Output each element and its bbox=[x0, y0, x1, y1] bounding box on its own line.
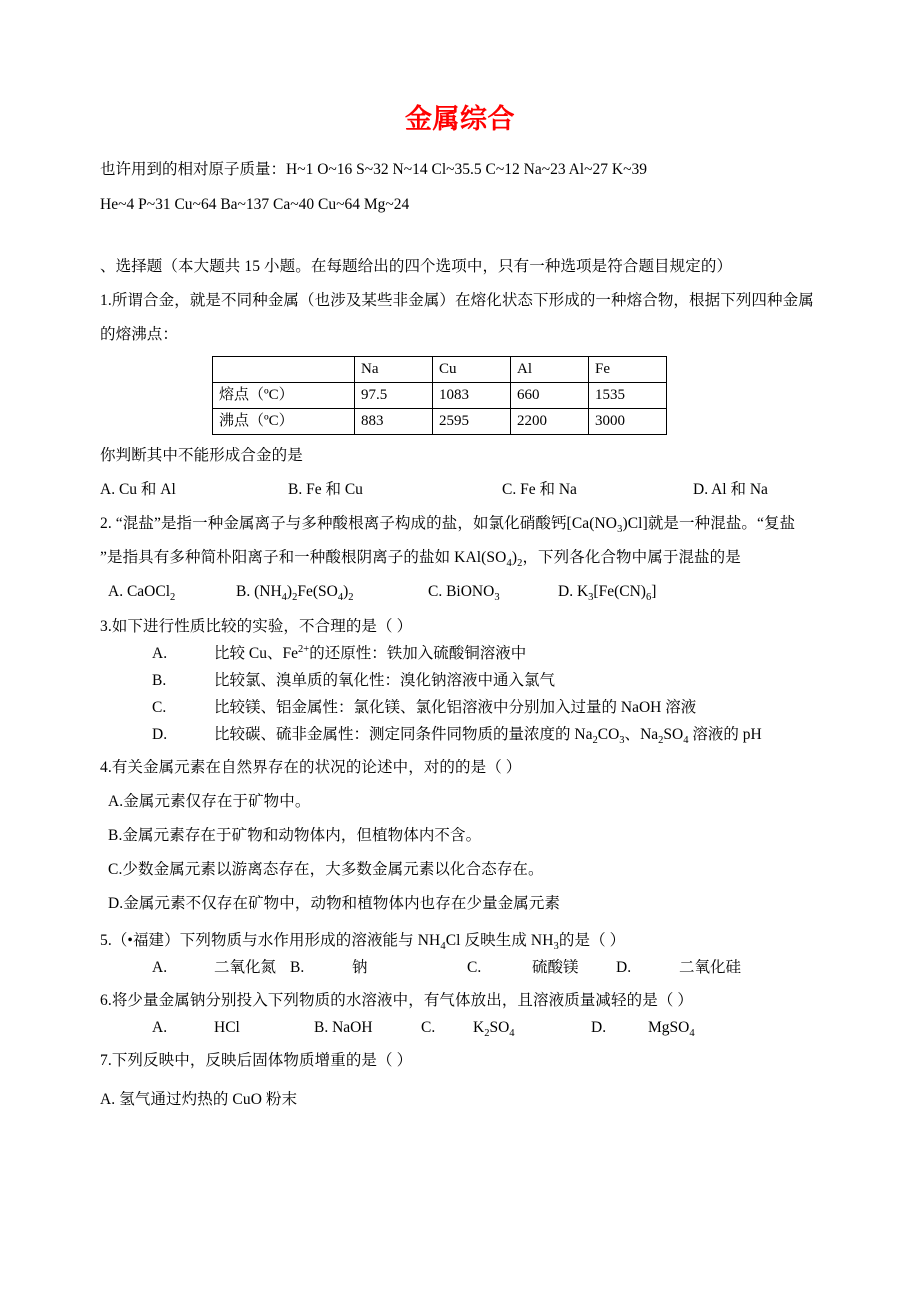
melting-point-na: 97.5 bbox=[355, 383, 433, 409]
question-5-option-d-label[interactable]: D. bbox=[616, 959, 632, 977]
question-6-option-d-label[interactable]: D. bbox=[591, 1019, 607, 1037]
question-4-option-b[interactable]: B.金属元素存在于矿物和动物体内，但植物体内不含。 bbox=[108, 827, 482, 845]
question-4-option-c[interactable]: C.少数金属元素以游离态存在，大多数金属元素以化合态存在。 bbox=[108, 861, 544, 879]
question-6-options bbox=[100, 1014, 820, 1041]
atomic-masses-values-1: H~1 O~16 S~32 N~14 Cl~35.5 C~12 Na~23 Al~27 K~39 bbox=[286, 161, 647, 179]
boiling-point-al: 2200 bbox=[511, 409, 589, 435]
question-4-stem: 4.有关金属元素在自然界存在的状况的论述中，对的的是（ ） bbox=[100, 759, 522, 777]
question-3-option-b[interactable] bbox=[100, 667, 820, 694]
question-3-option-b-label: B. bbox=[152, 672, 167, 690]
question-2-stem-part3: ) bbox=[511, 549, 518, 567]
question-3-option-c[interactable] bbox=[100, 694, 820, 721]
question-2-option-b[interactable]: B. $(NH_4)_2Fe(SO_4)_2$ bbox=[236, 583, 354, 604]
table-header-na: Na bbox=[355, 357, 433, 383]
question-2-sub-1: 3 bbox=[617, 524, 623, 536]
question-6-option-a-text[interactable]: HCl bbox=[214, 1019, 240, 1037]
question-2-stem-part4: ，下列各化合物中属于混盐的是 bbox=[522, 549, 741, 567]
question-2-sub-2: 4 bbox=[506, 558, 512, 570]
table-row bbox=[213, 409, 667, 435]
atomic-masses-line-2: He~4 P~31 Cu~64 Ba~137 Ca~40 Cu~64 Mg~24 bbox=[100, 196, 410, 214]
melting-point-al: 660 bbox=[511, 383, 589, 409]
table-cell-corner bbox=[213, 357, 355, 383]
page-title: 金属综合 bbox=[405, 104, 515, 135]
question-3-stem: 3.如下进行性质比较的实验，不合理的是（ ） bbox=[100, 618, 413, 636]
question-6-stem: 6.将少量金属钠分别投入下列物质的水溶液中，有气体放出，且溶液质量减轻的是（ ） bbox=[100, 992, 694, 1010]
question-5-stem-pre: 5.（•福建）下列物质与水作用形成的溶液能与 NH bbox=[100, 932, 441, 950]
boiling-point-na: 883 bbox=[355, 409, 433, 435]
boiling-point-cu: 2595 bbox=[433, 409, 511, 435]
question-1-option-c[interactable]: C. Fe 和 Na bbox=[502, 481, 577, 499]
table-header-fe: Fe bbox=[589, 357, 667, 383]
question-5-option-a-label[interactable]: A. bbox=[152, 959, 168, 977]
question-2-option-d[interactable]: D. $K_3[Fe(CN)_6]$ bbox=[558, 583, 657, 604]
melting-point-cu: 1083 bbox=[433, 383, 511, 409]
atomic-masses-intro: 也许用到的相对原子质量： bbox=[100, 161, 287, 179]
question-2-stem-part1: 2. “混盐”是指一种金属离子与多种酸根离子构成的盐，如氯化硝酸钙[Ca(NO bbox=[100, 515, 618, 533]
question-1-option-b[interactable]: B. Fe 和 Cu bbox=[288, 481, 363, 499]
question-5-option-b-label[interactable]: B. bbox=[290, 959, 305, 977]
question-4-option-a[interactable]: A.金属元素仅存在于矿物中。 bbox=[108, 793, 311, 811]
question-3-option-d[interactable] bbox=[100, 721, 820, 748]
question-3-option-d-label: D. bbox=[152, 726, 168, 744]
question-6-option-c-label[interactable]: C. bbox=[421, 1019, 436, 1037]
question-5-stem bbox=[100, 927, 820, 954]
table-row bbox=[213, 383, 667, 409]
question-6-option-d-text[interactable]: MgSO$_4$ bbox=[648, 1019, 695, 1040]
question-3-option-a-label: A. bbox=[152, 645, 168, 663]
question-5-option-d-text[interactable]: 二氧化硅 bbox=[679, 959, 742, 977]
question-5-option-c-text[interactable]: 硫酸镁 bbox=[532, 959, 579, 977]
question-2-options bbox=[100, 575, 820, 609]
table-row-header bbox=[213, 357, 667, 383]
question-2-option-a[interactable]: A. CaOCl$_2$ bbox=[108, 583, 176, 604]
question-6-option-c-text[interactable]: $K_2SO_4$ bbox=[473, 1019, 515, 1040]
question-5-stem-mid: Cl 反映生成 NH bbox=[445, 932, 554, 950]
question-1-option-a[interactable]: A. Cu 和 Al bbox=[100, 481, 176, 499]
question-3-option-b-text: 比较氯、溴单质的氧化性：溴化钠溶液中通入氯气 bbox=[214, 672, 556, 690]
question-3-option-a-text: 比较 Cu、$Fe^{2+}$的还原性：铁加入硫酸铜溶液中 bbox=[214, 643, 527, 663]
melting-boiling-point-table bbox=[212, 356, 667, 435]
question-3-option-c-label: C. bbox=[152, 699, 167, 717]
row-label-boiling-point: 沸点（ºC） bbox=[213, 409, 355, 435]
question-6-option-a-label[interactable]: A. bbox=[152, 1019, 168, 1037]
question-5-sub-2: 3 bbox=[553, 941, 559, 953]
question-2-sub-3: 2 bbox=[517, 558, 523, 570]
boiling-point-fe: 3000 bbox=[589, 409, 667, 435]
question-2-stem bbox=[100, 507, 820, 575]
question-5-sub-1: 4 bbox=[440, 941, 446, 953]
row-label-melting-point: 熔点（ºC） bbox=[213, 383, 355, 409]
question-5-stem-post: 的是（ ） bbox=[558, 932, 626, 950]
question-3-option-a[interactable] bbox=[100, 640, 820, 667]
question-5-option-b-text[interactable]: 钠 bbox=[352, 959, 368, 977]
question-3-option-d-text: 比较碳、硫非金属性：测定同条件同物质的量浓度的 $Na_2CO_3$、$Na_2SO_4$ 溶液的 pH bbox=[214, 726, 762, 747]
question-5-option-c-label[interactable]: C. bbox=[467, 959, 482, 977]
question-1-prompt: 你判断其中不能形成合金的是 bbox=[100, 447, 303, 465]
question-7-option-a[interactable]: A. 氢气通过灼热的 CuO 粉末 bbox=[100, 1091, 298, 1109]
question-1-stem: 1.所谓合金，就是不同种金属（也涉及某些非金属）在熔化状态下形成的一种熔合物，根据下列四种金属的熔沸点： bbox=[100, 292, 814, 344]
melting-point-fe: 1535 bbox=[589, 383, 667, 409]
question-7-stem: 7.下列反映中，反映后固体物质增重的是（ ） bbox=[100, 1052, 413, 1070]
table-header-al: Al bbox=[511, 357, 589, 383]
question-1-option-d[interactable]: D. Al 和 Na bbox=[693, 481, 768, 499]
question-5-options bbox=[100, 954, 820, 981]
question-3-option-c-text: 比较镁、铝金属性：氯化镁、氯化铝溶液中分别加入过量的 NaOH 溶液 bbox=[214, 699, 697, 717]
table-header-cu: Cu bbox=[433, 357, 511, 383]
section-heading: 、选择题（本大题共 15 小题。在每题给出的四个选项中，只有一种选项是符合题目规定的） bbox=[100, 258, 733, 276]
question-5-option-a-text[interactable]: 二氧化氮 bbox=[214, 959, 277, 977]
question-6-option-b[interactable]: B. NaOH bbox=[314, 1019, 373, 1037]
question-2-stem-part2: )Cl]就是一种混盐。“复盐 ”是指具有多种简朴阳离子和一种酸根阴离子的盐如 KAl(SO bbox=[100, 515, 796, 567]
question-2-option-c[interactable]: C. BiONO$_3$ bbox=[428, 583, 500, 604]
question-4-option-d[interactable]: D.金属元素不仅存在矿物中，动物和植物体内也存在少量金属元素 bbox=[108, 895, 561, 913]
atomic-masses-line-1 bbox=[100, 152, 820, 187]
question-1-options bbox=[100, 473, 820, 507]
